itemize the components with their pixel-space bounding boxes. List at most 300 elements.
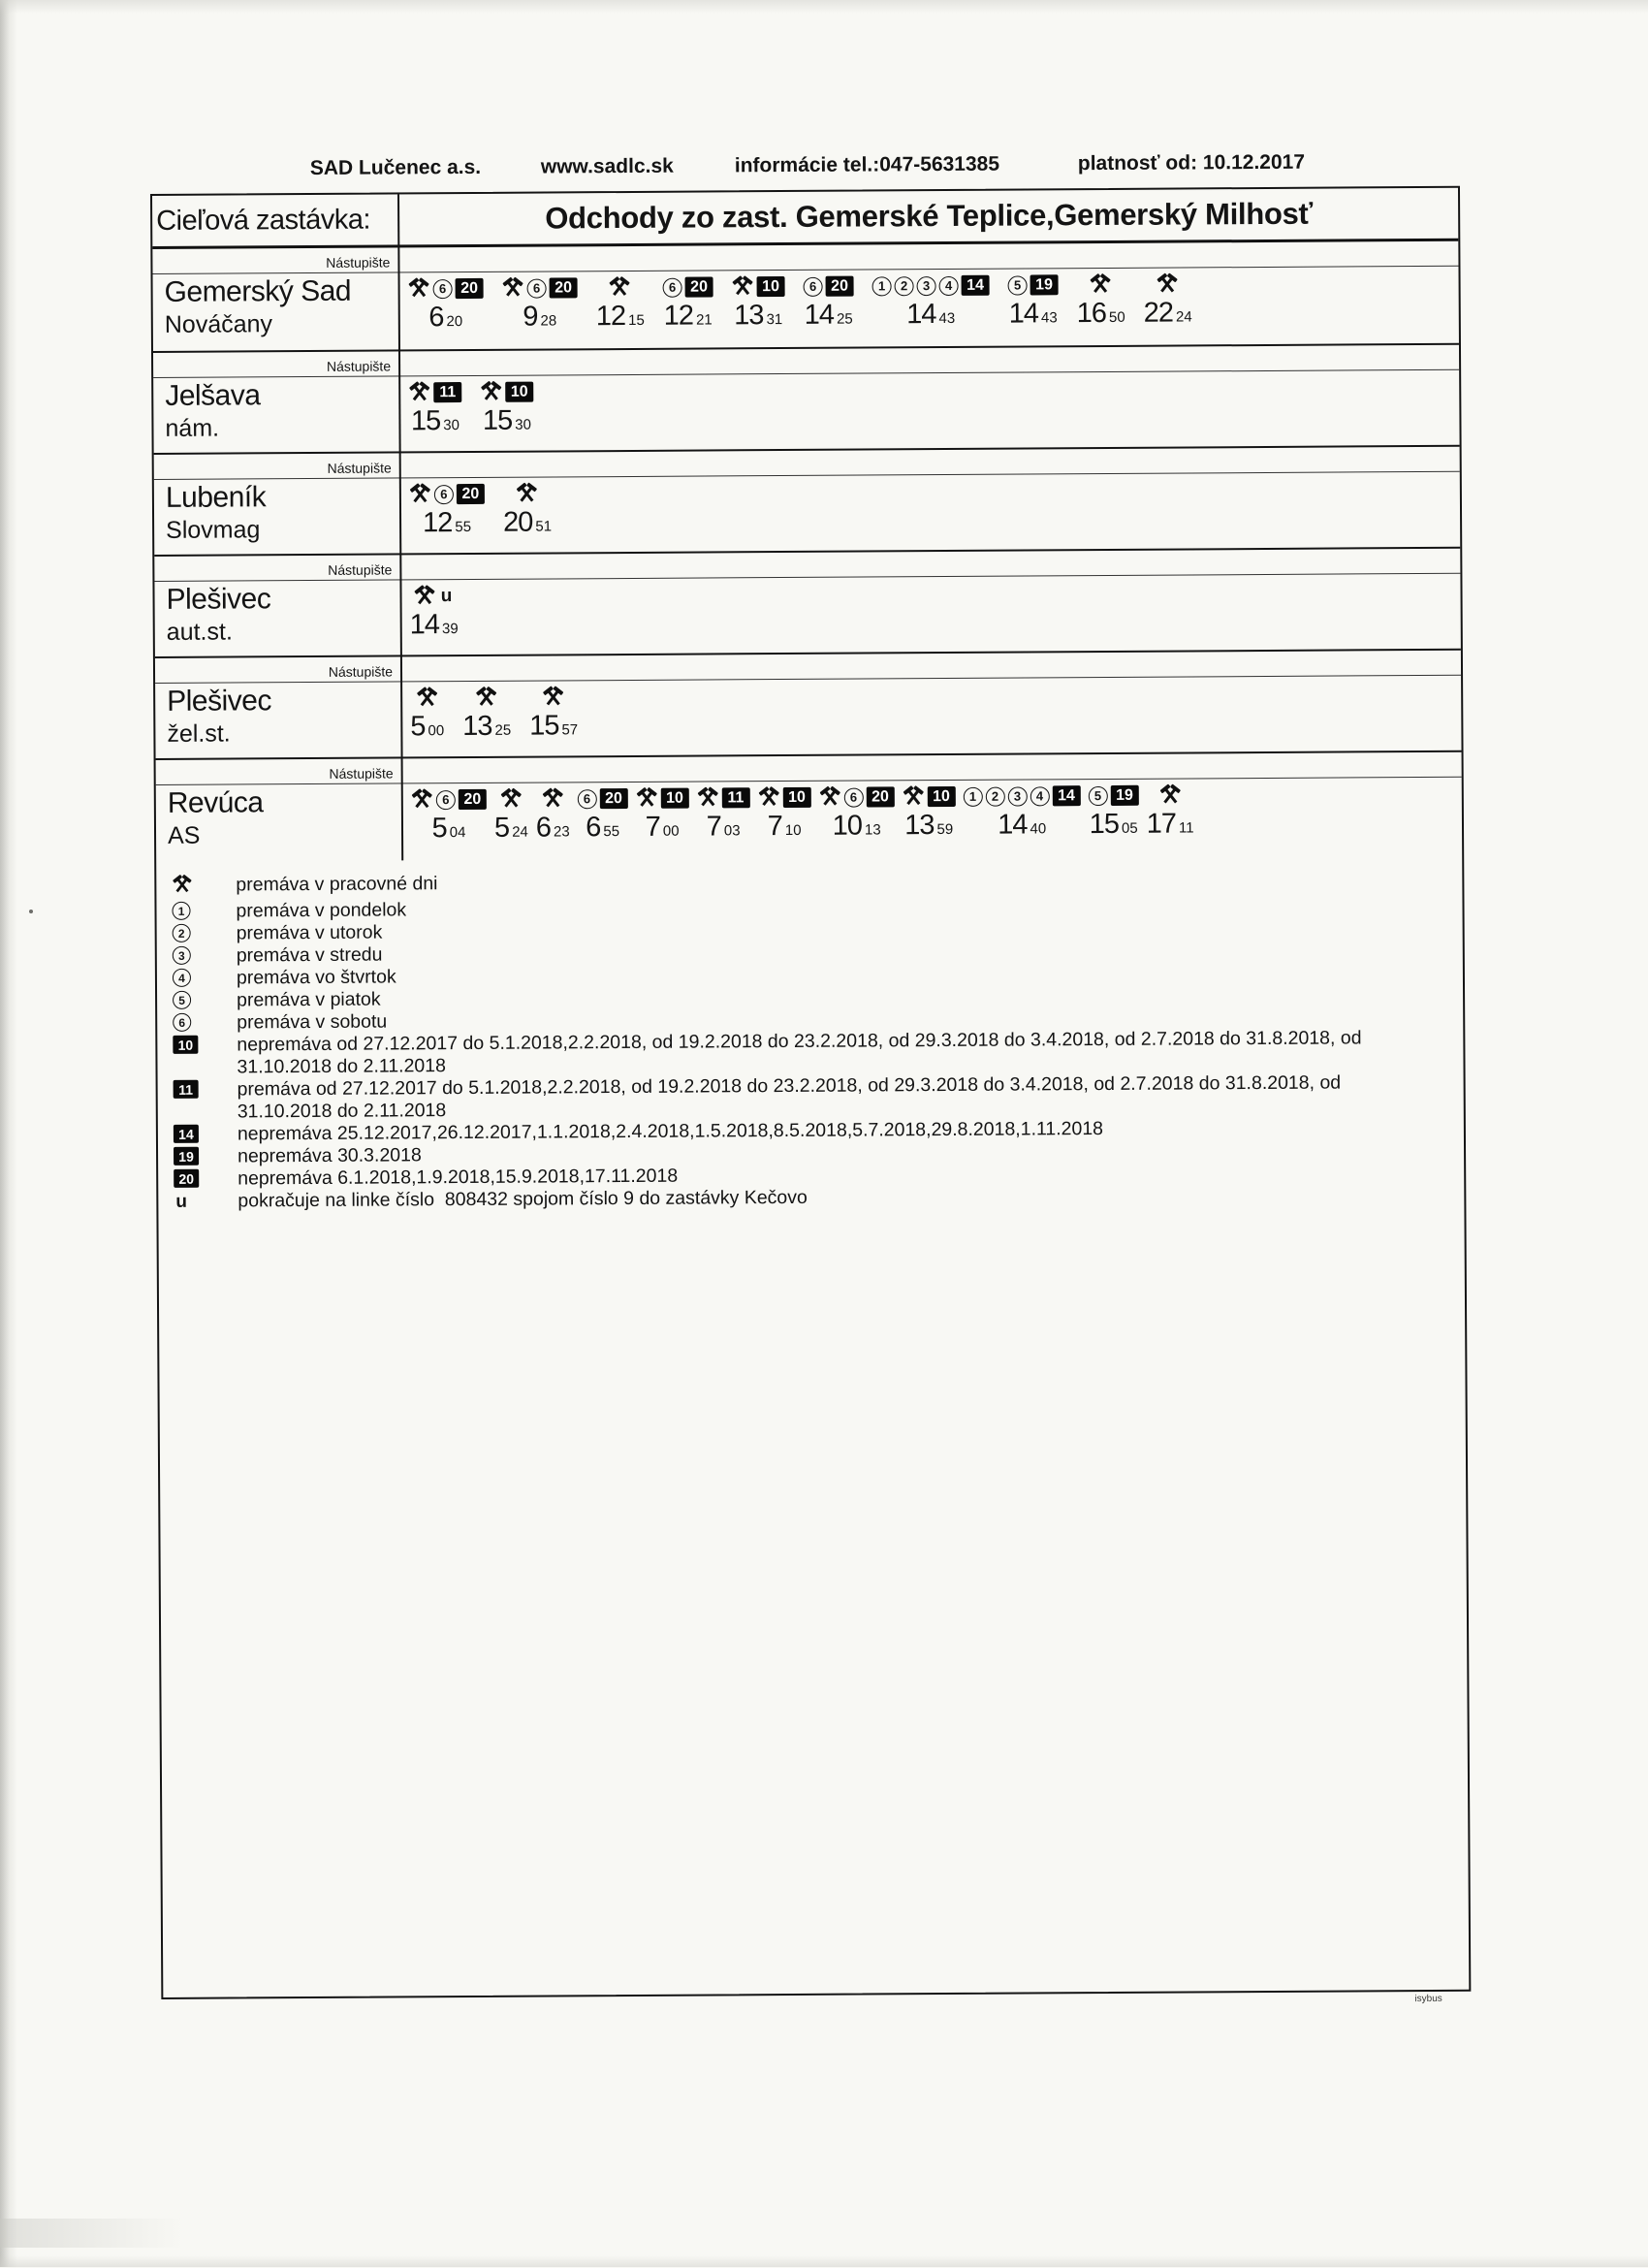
working-days-icon <box>502 278 524 299</box>
departure-hour: 7 <box>767 811 782 843</box>
departure-time <box>431 813 465 845</box>
departure-symbols <box>409 482 485 506</box>
departure-minute: 40 <box>1030 820 1047 838</box>
departure-time <box>904 810 953 842</box>
departure-hour: 15 <box>482 404 513 436</box>
circled-day-4-icon: 4 <box>1030 786 1049 806</box>
working-days-icon <box>542 687 564 707</box>
departure-time <box>1090 809 1138 841</box>
departure-hour: 13 <box>904 810 935 842</box>
circled-day-1-icon: 1 <box>172 902 190 920</box>
departure-time <box>833 810 881 842</box>
departure-minute: 11 <box>1178 819 1194 837</box>
departure <box>902 784 955 842</box>
departure-symbols <box>541 786 563 811</box>
departure-symbols <box>963 783 1080 809</box>
working-days-icon <box>757 787 779 808</box>
legend-symbol <box>172 1123 238 1143</box>
departure-symbols <box>696 785 749 810</box>
departure-hour: 15 <box>410 405 441 437</box>
departure-symbols <box>803 274 853 299</box>
departure-time <box>646 812 680 844</box>
note-badge-20: 20 <box>550 277 578 298</box>
departure-hour: 12 <box>663 300 694 332</box>
legend-symbol <box>170 874 236 900</box>
note-badge-14: 14 <box>961 275 989 296</box>
departure <box>757 785 810 843</box>
departures-cell <box>400 370 1459 452</box>
timetable-block <box>156 751 1463 860</box>
note-badge-10: 10 <box>782 787 810 808</box>
departures-cell <box>403 778 1462 859</box>
legend-symbol <box>171 989 237 1008</box>
destination-row <box>154 472 1460 555</box>
departure-symbols <box>516 482 538 506</box>
note-badge-11: 11 <box>721 787 749 808</box>
scan-smudge <box>0 2219 184 2248</box>
note-badge-14: 14 <box>174 1125 199 1143</box>
departure <box>502 275 578 333</box>
departure-time <box>664 300 713 332</box>
departure <box>963 783 1080 842</box>
departure-symbols <box>902 784 955 809</box>
departure-symbols <box>542 685 564 709</box>
departure <box>662 274 713 332</box>
departure-hour: 13 <box>462 710 492 743</box>
legend-text: nepremáva od 27.12.2017 do 5.1.2018,2.2.2018, od 19.2.2018 do 23.2.2018, od 29.3.2018 do 3.4.2018, od 2.7.2018 do 31.8.2018, od 31.10.2018 do 2.11.2018 <box>237 1027 1368 1078</box>
circled-day-6-icon: 6 <box>173 1013 191 1032</box>
departure-time <box>483 405 531 437</box>
departure-minute: 10 <box>784 821 802 840</box>
legend-text: premáva v utorok <box>236 921 383 944</box>
platform-label: Nástupište <box>328 561 393 578</box>
departure-symbols <box>1090 272 1112 297</box>
timetable-rows <box>152 241 1462 860</box>
departure-minute: 21 <box>695 311 713 329</box>
departure <box>494 787 528 845</box>
departure-hour: 14 <box>804 299 835 331</box>
departure-hour: 12 <box>595 301 626 333</box>
departure <box>596 275 645 333</box>
destination-sub: žel.st. <box>167 719 231 748</box>
working-days-icon <box>818 787 840 808</box>
departure-symbols <box>475 686 497 710</box>
departure <box>696 785 749 843</box>
legend-symbol <box>171 922 237 942</box>
circled-day-5-icon: 5 <box>1007 275 1027 295</box>
departure-time <box>529 710 578 742</box>
destination-name: Gemerský Sad <box>164 274 352 308</box>
title-row <box>152 188 1458 249</box>
legend-text: premáva v pondelok <box>236 899 407 922</box>
note-letter-u: u <box>175 1191 188 1212</box>
company-website: www.sadlc.sk <box>540 154 674 178</box>
departure <box>731 274 784 332</box>
departure-minute: 04 <box>449 824 466 842</box>
timetable-block <box>153 343 1460 453</box>
scan-edge-shadow-left <box>0 0 17 2267</box>
departure-time <box>494 813 528 845</box>
legend-symbol <box>172 1190 238 1211</box>
circled-day-6-icon: 6 <box>577 789 596 809</box>
departure-symbols <box>502 275 578 300</box>
working-days-icon <box>1157 274 1179 295</box>
departure-time <box>536 812 570 844</box>
destination-row <box>154 574 1460 656</box>
legend-symbol <box>171 1034 237 1054</box>
departure <box>462 686 511 743</box>
departure-minute: 20 <box>446 313 463 331</box>
note-badge-10: 10 <box>505 382 533 402</box>
working-days-icon <box>1090 274 1112 295</box>
circled-day-6-icon: 6 <box>662 277 681 297</box>
working-days-icon <box>408 382 430 402</box>
working-days-icon <box>609 277 631 298</box>
destination-name: Jelšava <box>165 379 261 412</box>
departure-hour: 10 <box>832 810 863 842</box>
legend-text: premáva v pracovné dni <box>236 873 438 896</box>
departure <box>409 482 485 539</box>
departure <box>577 786 627 844</box>
circled-day-1-icon: 1 <box>872 276 891 296</box>
departure-minute: 55 <box>603 823 620 841</box>
departure-minute: 31 <box>766 311 783 329</box>
legend-symbol <box>171 944 237 964</box>
departure-minute: 00 <box>428 722 445 740</box>
platform-label: Nástupište <box>328 663 394 680</box>
legend-text: nepremáva 30.3.2018 <box>237 1144 422 1167</box>
departure-symbols <box>577 786 627 811</box>
departure <box>410 686 444 743</box>
departure-minute: 13 <box>864 821 881 839</box>
note-badge-10: 10 <box>927 786 955 807</box>
departure-symbols <box>1007 272 1058 297</box>
departure-hour: 20 <box>502 506 533 538</box>
platform-label: Nástupište <box>327 460 392 476</box>
departure-time <box>462 711 511 743</box>
platform-label: Nástupište <box>326 358 392 374</box>
departure-hour: 17 <box>1146 808 1177 840</box>
departure <box>1088 783 1138 841</box>
departure-symbols <box>609 275 631 300</box>
note-badge-19: 19 <box>174 1147 199 1166</box>
destination-name: Plešivec <box>166 583 271 616</box>
circled-day-4-icon: 4 <box>938 275 958 295</box>
departure-minute: 24 <box>512 823 528 841</box>
legend <box>170 867 1443 1213</box>
note-badge-20: 20 <box>825 276 853 297</box>
departure <box>408 276 484 334</box>
document-header <box>0 149 1648 188</box>
page-title: Odchody zo zast. Gemerské Teplice,Gemerský Milhosť <box>545 196 1314 236</box>
departure-hour: 12 <box>422 507 453 539</box>
platform-label: Nástupište <box>329 765 394 782</box>
departure <box>1146 783 1193 840</box>
departure-hour: 15 <box>529 710 559 742</box>
departure <box>536 786 570 844</box>
departure-minute: 51 <box>535 518 553 535</box>
working-days-icon <box>475 687 497 708</box>
departure-time <box>707 811 741 843</box>
working-days-icon <box>408 278 430 299</box>
company-name: SAD Lučenec a.s. <box>309 155 482 179</box>
departure-time <box>1147 808 1194 840</box>
destination-cell <box>156 783 403 860</box>
legend-text: nepremáva 25.12.2017,26.12.2017,1.1.2018,2.4.2018,1.5.2018,8.5.2018,5.7.2018,29.8.2018,1.11.2018 <box>237 1118 1104 1145</box>
legend-symbol <box>172 1145 238 1166</box>
departure-minute: 59 <box>936 820 954 839</box>
legend-text: premáva v sobotu <box>237 1010 388 1034</box>
timetable-block <box>154 547 1461 656</box>
departure-hour: 5 <box>410 711 426 743</box>
departure-symbols <box>408 276 484 301</box>
destination-name: Revúca <box>167 786 264 819</box>
departure-symbols <box>500 787 523 812</box>
departure-symbols <box>872 273 989 299</box>
destination-name: Plešivec <box>167 685 272 718</box>
info-phone: informácie tel.:047-5631385 <box>734 152 1000 177</box>
destination-row <box>155 676 1461 758</box>
legend-text: premáva v piatok <box>237 988 381 1011</box>
departure-minute: 00 <box>662 822 680 840</box>
destination-sub: Slovmag <box>166 516 261 544</box>
departure-symbols <box>731 274 784 299</box>
departure-symbols <box>480 380 533 404</box>
departure-minute: 30 <box>515 416 531 433</box>
legend-symbol <box>170 900 236 919</box>
working-days-icon <box>635 788 657 809</box>
departure-symbols <box>414 584 455 608</box>
timetable-block <box>155 649 1462 758</box>
departure <box>872 273 989 332</box>
destination-sub: nám. <box>165 414 220 442</box>
circled-day-2-icon: 2 <box>985 786 1004 806</box>
destination-cell <box>155 682 402 758</box>
circled-day-6-icon: 6 <box>436 790 456 810</box>
destination-sub: Nováčany <box>164 310 273 338</box>
destination-cell <box>153 376 400 453</box>
departure-symbols <box>1158 783 1181 808</box>
departure-symbols <box>1088 783 1138 808</box>
departure-minute: 03 <box>723 822 741 840</box>
departure-hour: 16 <box>1076 297 1107 330</box>
departure-hour: 5 <box>493 812 510 844</box>
circled-day-5-icon: 5 <box>173 991 191 1009</box>
working-days-icon <box>731 276 753 297</box>
departure-time <box>1144 297 1192 329</box>
destination-cell <box>153 272 400 349</box>
departure-minute: 55 <box>455 518 472 536</box>
departure-minute: 23 <box>553 823 570 841</box>
departure-time <box>523 301 556 333</box>
working-days-icon <box>416 687 438 708</box>
departure <box>529 685 578 742</box>
departure-minute: 30 <box>443 417 460 434</box>
legend-text: premáva vo štvrtok <box>236 966 396 989</box>
departure <box>1076 272 1125 330</box>
departure-minute: 43 <box>1040 309 1058 327</box>
departure-symbols <box>635 786 688 811</box>
circled-day-6-icon: 6 <box>433 279 453 299</box>
departure <box>503 481 552 538</box>
note-badge-20: 20 <box>866 786 894 807</box>
departure-time <box>805 300 853 332</box>
destination-sub: aut.st. <box>166 618 233 646</box>
departure-time <box>411 405 460 437</box>
circled-day-3-icon: 3 <box>1007 786 1027 806</box>
legend-text: nepremáva 6.1.2018,1.9.2018,15.9.2018,17.11.2018 <box>238 1165 679 1190</box>
legend-text: pokračuje na linke číslo 808432 spojom číslo 9 do zastávky Kečovo <box>238 1186 808 1212</box>
note-badge-14: 14 <box>1052 785 1080 806</box>
note-badge-20: 20 <box>599 788 627 809</box>
destination-name: Lubeník <box>165 481 267 514</box>
departure-hour: 7 <box>645 811 660 843</box>
circled-day-4-icon: 4 <box>173 969 191 987</box>
circled-day-3-icon: 3 <box>916 276 935 296</box>
departure-hour: 6 <box>428 302 444 334</box>
working-days-icon <box>411 789 433 810</box>
working-days-icon <box>1158 785 1181 806</box>
circled-day-6-icon: 6 <box>434 485 454 504</box>
circled-day-2-icon: 2 <box>894 276 913 296</box>
working-days-icon <box>541 788 563 809</box>
departure <box>411 787 487 845</box>
working-days-icon <box>172 876 192 894</box>
timetable-box <box>150 186 1471 1999</box>
destination-row <box>156 778 1462 860</box>
departure-minute: 25 <box>836 310 853 328</box>
departure <box>635 786 688 844</box>
validity-date: platnosť od: 10.12.2017 <box>1077 150 1306 176</box>
departure-hour: 14 <box>1008 298 1039 330</box>
departures-cell <box>402 676 1461 757</box>
departure-time <box>503 506 552 538</box>
departure-time <box>906 299 955 331</box>
departure-symbols <box>757 785 810 810</box>
departure-minute: 50 <box>1108 308 1125 326</box>
legend-item <box>171 1027 1442 1079</box>
departure-symbols <box>411 787 487 812</box>
note-badge-20: 20 <box>459 789 487 810</box>
departure-minute: 24 <box>1175 308 1192 326</box>
scan-edge-shadow-bottom <box>0 2255 1648 2267</box>
departure-time <box>410 609 459 641</box>
circled-day-3-icon: 3 <box>173 946 191 965</box>
departure <box>818 784 894 842</box>
departure-time <box>1077 298 1125 330</box>
departure <box>803 274 853 332</box>
departures-cell <box>401 472 1460 554</box>
legend-text: premáva v stredu <box>236 943 383 967</box>
working-days-icon <box>480 382 502 402</box>
platform-label: Nástupište <box>326 254 391 271</box>
note-badge-11: 11 <box>174 1080 199 1099</box>
note-badge-20: 20 <box>457 484 485 504</box>
scan-edge-shadow-top <box>0 0 1648 14</box>
departures-cell <box>400 267 1459 348</box>
note-badge-10: 10 <box>173 1036 198 1054</box>
departure-hour: 7 <box>706 811 721 843</box>
departure-time <box>998 809 1046 841</box>
departure-time <box>734 300 782 332</box>
note-badge-20: 20 <box>456 278 484 299</box>
isybus-mark: isybus <box>1414 1993 1442 2005</box>
departure-symbols <box>416 686 438 710</box>
departure-minute: 57 <box>561 721 579 739</box>
note-badge-19: 19 <box>1030 274 1058 295</box>
working-days-icon <box>500 789 523 810</box>
legend-symbol <box>172 1167 238 1188</box>
departure-time <box>596 301 645 333</box>
timetable-block <box>154 445 1461 555</box>
circled-day-6-icon: 6 <box>843 787 863 807</box>
departure-hour: 5 <box>431 813 447 845</box>
destination-cell <box>154 478 401 555</box>
note-badge-19: 19 <box>1110 785 1138 806</box>
working-days-icon <box>414 586 436 606</box>
departure <box>480 380 533 437</box>
departure-symbols <box>662 274 713 299</box>
note-badge-20: 20 <box>684 276 713 297</box>
legend-item <box>172 1071 1443 1124</box>
departure-minute: 39 <box>441 621 459 638</box>
circled-day-1-icon: 1 <box>963 786 982 806</box>
note-badge-11: 11 <box>433 382 461 402</box>
working-days-icon <box>902 786 924 807</box>
departure-symbols <box>408 380 461 404</box>
circled-day-2-icon: 2 <box>173 924 191 942</box>
departure <box>408 380 461 437</box>
legend-symbol <box>171 967 237 986</box>
departure-hour: 13 <box>734 300 764 332</box>
departure-time <box>768 811 802 843</box>
destination-cell <box>154 580 401 656</box>
circled-day-5-icon: 5 <box>1088 785 1107 805</box>
departure <box>1143 272 1191 329</box>
note-badge-10: 10 <box>660 788 688 809</box>
destination-row <box>153 267 1459 349</box>
departure-minute: 43 <box>938 309 956 328</box>
legend-text: premáva od 27.12.2017 do 5.1.2018,2.2.2018, od 19.2.2018 do 23.2.2018, od 29.3.2018 do 3.4.2018, od 2.7.2018 do 31.8.2018, od 31.10.2018 do 2.11.2018 <box>237 1071 1347 1123</box>
departure-minute: 25 <box>494 721 512 739</box>
legend-symbol <box>171 1011 237 1031</box>
departure <box>409 584 458 641</box>
circled-day-6-icon: 6 <box>527 278 547 298</box>
departure-time <box>1009 298 1058 330</box>
departure-hour: 14 <box>409 609 440 641</box>
departure-time <box>410 711 444 743</box>
departure-hour: 9 <box>523 301 538 333</box>
target-stop-label: Cieľová zastávka: <box>156 204 371 237</box>
departure-minute: 05 <box>1121 819 1138 837</box>
departures-cell <box>401 574 1460 655</box>
working-days-icon <box>696 787 718 808</box>
departure-hour: 14 <box>998 809 1028 841</box>
departure-time <box>428 302 462 334</box>
legend-symbol <box>172 1078 238 1099</box>
destination-sub: AS <box>167 821 201 849</box>
circled-day-6-icon: 6 <box>803 276 822 296</box>
working-days-icon <box>516 484 538 504</box>
departure-hour: 6 <box>586 812 601 844</box>
timetable-block <box>152 241 1459 351</box>
departure-minute: 28 <box>540 312 557 330</box>
departure <box>1007 272 1058 330</box>
departure-hour: 6 <box>535 812 552 844</box>
departure-symbols <box>818 784 894 809</box>
departure-hour: 14 <box>906 299 936 331</box>
destination-row <box>153 370 1459 453</box>
